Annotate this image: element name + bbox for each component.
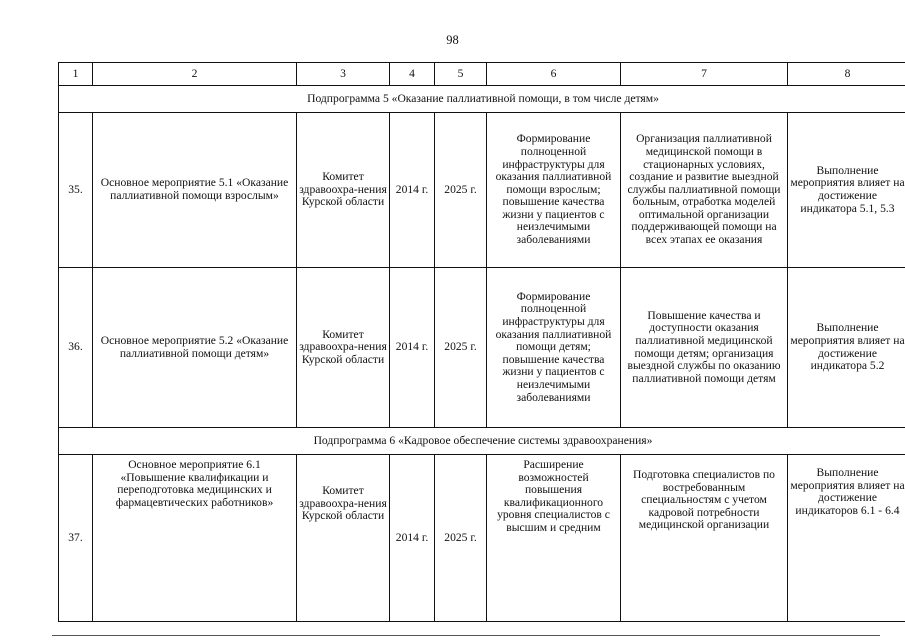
end-year: 2025 г. (435, 113, 487, 268)
start-year: 2014 г. (390, 113, 435, 268)
column-number: 4 (390, 63, 435, 86)
end-year: 2025 г. (435, 455, 487, 622)
column-number: 1 (59, 63, 93, 86)
expected-result: Формирование полноценной инфраструктуры для оказания паллиативной помощи детям; повышение качества жизни у пациентов с неизлечимыми заболеваниями (487, 268, 621, 428)
end-year: 2025 г. (435, 268, 487, 428)
column-number: 8 (788, 63, 905, 86)
start-year: 2014 г. (390, 455, 435, 622)
row-number: 37. (59, 455, 93, 622)
page-bottom-rule (52, 635, 880, 636)
indicator-link: Выполнение мероприятия влияет на достижение индикатора 5.2 (788, 268, 905, 428)
subprogram-title: Подпрограмма 5 «Оказание паллиативной помощи, в том числе детям» (59, 86, 905, 113)
expected-result: Формирование полноценной инфраструктуры для оказания паллиативной помощи взрослым; повышение качества жизни у пациентов с неизлечимыми заболеваниями (487, 113, 621, 268)
main-activities: Повышение качества и доступности оказания паллиативной медицинской помощи детям; организация выездной службы по оказанию паллиативной помощи детям (621, 268, 788, 428)
column-number: 2 (93, 63, 297, 86)
executor: Комитет здравоохра-нения Курской области (297, 113, 390, 268)
column-number: 3 (297, 63, 390, 86)
subprogram-row (59, 428, 905, 455)
table-row (59, 455, 905, 622)
row-number: 35. (59, 113, 93, 268)
subprogram-row (59, 86, 905, 113)
program-measures-table (58, 62, 905, 622)
row-number: 36. (59, 268, 93, 428)
indicator-link: Выполнение мероприятия влияет на достижение индикаторов 6.1 - 6.4 (788, 455, 905, 622)
subprogram-title: Подпрограмма 6 «Кадровое обеспечение системы здравоохранения» (59, 428, 905, 455)
measure-name: Основное мероприятие 6.1 «Повышение квалификации и переподготовка медицинских и фармацевтических работников» (93, 455, 297, 622)
table-row (59, 113, 905, 268)
measure-name: Основное мероприятие 5.2 «Оказание паллиативной помощи детям» (93, 268, 297, 428)
column-number: 6 (487, 63, 621, 86)
column-number: 7 (621, 63, 788, 86)
table-header-row (59, 63, 905, 86)
start-year: 2014 г. (390, 268, 435, 428)
page-number: 98 (446, 33, 459, 47)
executor: Комитет здравоохра-нения Курской области (297, 455, 390, 622)
measure-name: Основное мероприятие 5.1 «Оказание паллиативной помощи взрослым» (93, 113, 297, 268)
main-activities: Организация паллиативной медицинской помощи в стационарных условиях, создание и развитие выездной службы паллиативной помощи больным, отработка моделей оптимальной организации поддерживающей помощи на всех этапах ее оказания (621, 113, 788, 268)
expected-result: Расширение возможностей повышения квалификационного уровня специалистов с высшим и средним (487, 455, 621, 622)
indicator-link: Выполнение мероприятия влияет на достижение индикатора 5.1, 5.3 (788, 113, 905, 268)
column-number: 5 (435, 63, 487, 86)
main-activities: Подготовка специалистов по востребованным специальностям с учетом кадровой потребности медицинской организации (621, 455, 788, 622)
executor: Комитет здравоохра-нения Курской области (297, 268, 390, 428)
table-row (59, 268, 905, 428)
